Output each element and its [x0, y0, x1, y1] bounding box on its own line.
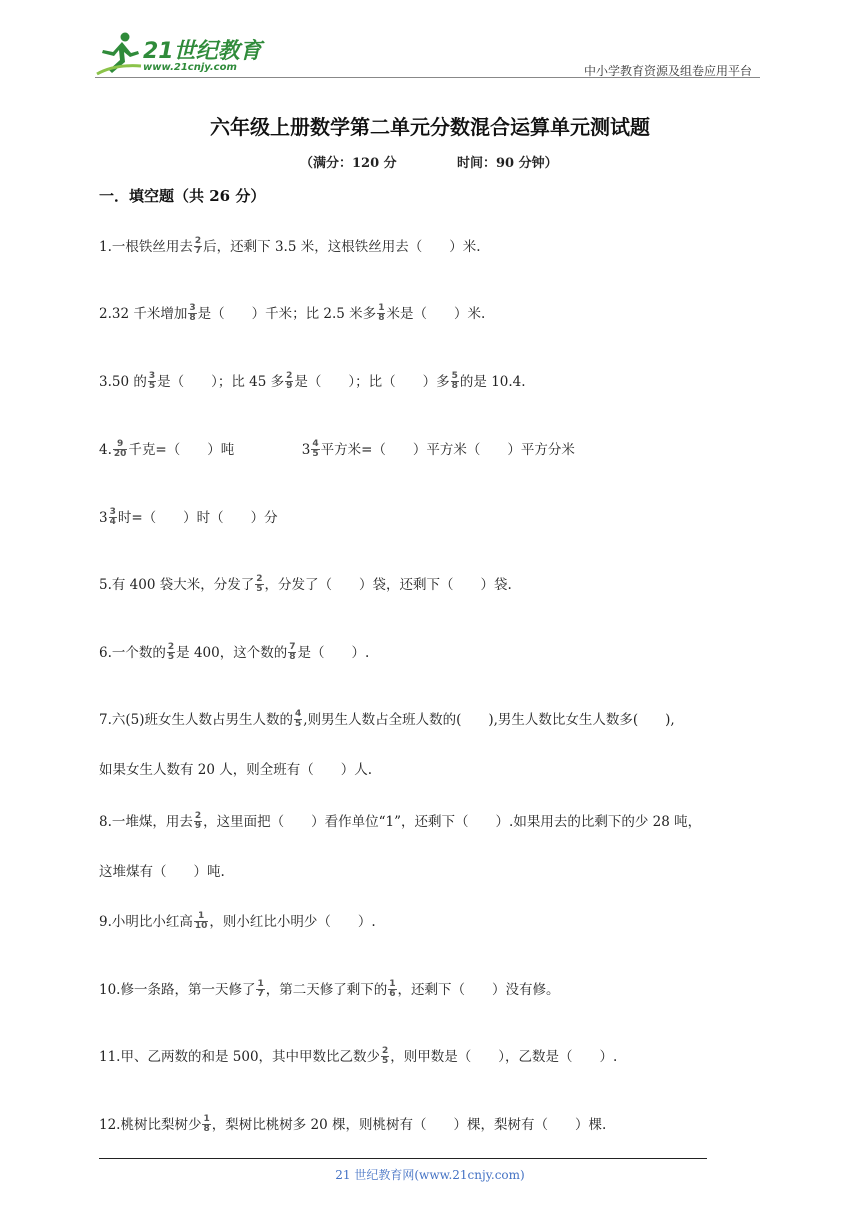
question-q12 [99, 1113, 606, 1135]
fraction-numerator: 1 [198, 911, 205, 921]
fraction-numerator: 2 [286, 371, 293, 381]
question-text: 4. [99, 442, 112, 458]
fraction-denominator: 6 [389, 989, 396, 999]
fraction-numerator: 4 [295, 709, 302, 719]
fraction-denominator: 8 [189, 313, 196, 323]
fraction [109, 508, 117, 527]
question-text: 后，还剩下 3.5 米，这根铁丝用去（ ）米. [203, 239, 481, 255]
fraction-denominator: 8 [451, 381, 458, 391]
question-q7a [99, 708, 675, 730]
fraction [188, 304, 196, 323]
question-q4b [99, 506, 278, 528]
question-text: 时=（ ）时（ ）分 [117, 510, 278, 526]
fraction [451, 372, 459, 391]
question-text: ，第二天修了剩下的 [265, 982, 388, 998]
fraction [167, 643, 175, 662]
fraction [113, 440, 128, 459]
fraction [202, 1115, 210, 1134]
question-text: 6.一个数的 [99, 645, 166, 661]
question-text: 1.一根铁丝用去 [99, 239, 193, 255]
question-q1 [99, 235, 481, 257]
question-q11 [99, 1045, 617, 1067]
runner-logo-icon [95, 30, 147, 76]
question-text: 3 [99, 510, 108, 526]
fraction-numerator: 9 [117, 439, 124, 449]
fraction-denominator: 5 [148, 381, 156, 391]
fraction-numerator: 7 [289, 642, 296, 652]
fraction-denominator: 8 [289, 652, 296, 662]
footer-text: 21 世纪教育网(www.21cnjy.com) [335, 1168, 525, 1182]
fraction-numerator: 2 [194, 236, 202, 246]
fraction [294, 710, 302, 729]
fraction [388, 980, 396, 999]
fraction-numerator: 2 [256, 574, 263, 584]
fraction [256, 980, 264, 999]
footer-divider [99, 1158, 707, 1159]
section-heading: 一．填空题（共 26 分） [99, 187, 266, 205]
question-text: 9.小明比小红高 [99, 914, 193, 930]
question-text: ，还剩下（ ）没有修。 [397, 982, 560, 998]
fraction [148, 372, 156, 391]
fraction [288, 643, 296, 662]
question-text: 10.修一条路，第一天修了 [99, 982, 256, 998]
header-divider [95, 77, 760, 78]
score-label: （满分：120 分 [300, 156, 397, 171]
fraction-denominator: 5 [312, 449, 319, 459]
fraction-denominator: 5 [167, 652, 175, 662]
question-text: 的是 10.4. [459, 374, 526, 390]
question-text: 2.32 千米增加 [99, 306, 188, 322]
fraction-denominator: 7 [257, 989, 264, 999]
fraction-numerator: 2 [382, 1046, 389, 1056]
question-text: 是 400，这个数的 [176, 645, 288, 661]
question-text: 11.甲、乙两数的和是 500，其中甲数比乙数少 [99, 1049, 381, 1065]
question-q4a [99, 438, 575, 460]
question-text: 千克=（ ）吨 3 [128, 442, 311, 458]
fraction [255, 575, 263, 594]
fraction-denominator: 20 [113, 449, 127, 459]
page-header [95, 28, 760, 78]
logo-text: 21世纪教育 [143, 39, 262, 64]
fraction-denominator: 10 [194, 921, 208, 931]
page-title: 六年级上册数学第二单元分数混合运算单元测试题 [210, 115, 650, 139]
question-q10 [99, 978, 560, 1000]
question-text: 米是（ ）米. [386, 306, 486, 322]
fraction-numerator: 3 [148, 371, 156, 381]
logo [95, 30, 295, 78]
fraction [311, 440, 319, 459]
fraction-denominator: 8 [378, 313, 385, 323]
fraction [194, 912, 209, 931]
fraction [194, 812, 202, 831]
question-q2 [99, 302, 485, 324]
fraction-numerator: 2 [167, 642, 175, 652]
question-text: 如果女生人数有 20 人，则全班有（ ）人. [99, 762, 373, 778]
question-q7b [99, 758, 372, 778]
question-q8a [99, 810, 701, 832]
question-q9 [99, 910, 376, 932]
fraction-numerator: 4 [312, 439, 319, 449]
fraction-numerator: 1 [257, 979, 264, 989]
question-text: 是（ ）千米；比 2.5 米多 [197, 306, 377, 322]
question-text: ，则甲数是（ ），乙数是（ ）. [390, 1049, 618, 1065]
fraction-denominator: 9 [286, 381, 293, 391]
fraction-denominator: 8 [203, 1124, 210, 1134]
time-label: 时间：90 分钟） [457, 156, 558, 171]
fraction [285, 372, 293, 391]
fraction-denominator: 4 [109, 517, 116, 527]
question-text: 12.桃树比梨树少 [99, 1117, 202, 1133]
fraction-denominator: 5 [256, 584, 263, 594]
fraction-denominator: 5 [295, 719, 302, 729]
question-text: 平方米=（ ）平方米（ ）平方分米 [320, 442, 575, 458]
question-q5 [99, 573, 512, 595]
fraction-numerator: 5 [451, 371, 458, 381]
question-text: 是（ ）. [297, 645, 370, 661]
question-text: ，则小红比小明少（ ）. [209, 914, 376, 930]
question-text: 8.一堆煤，用去 [99, 814, 193, 830]
question-q3 [99, 370, 526, 392]
platform-label: 中小学教育资源及组卷应用平台 [583, 64, 752, 78]
fraction [381, 1047, 389, 1066]
fraction-numerator: 1 [203, 1114, 210, 1124]
fraction-denominator: 9 [194, 821, 202, 831]
question-text: 这堆煤有（ ）吨. [99, 864, 225, 880]
question-text: 5.有 400 袋大米，分发了 [99, 577, 255, 593]
question-text: ,则男生人数占全班人数的( ),男生人数比女生人数多( ), [303, 712, 675, 728]
fraction-numerator: 3 [109, 507, 116, 517]
question-text: ，梨树比桃树多 20 棵，则桃树有（ ）棵，梨树有（ ）棵. [211, 1117, 607, 1133]
question-text: 3.50 的 [99, 374, 147, 390]
fraction [377, 304, 385, 323]
fraction-numerator: 1 [378, 303, 385, 313]
fraction-numerator: 1 [389, 979, 396, 989]
fraction-denominator: 7 [194, 246, 202, 256]
logo-url: www.21cnjy.com [143, 62, 237, 73]
question-q8b [99, 860, 225, 880]
question-q6 [99, 641, 369, 663]
question-text: 是（ ）；比 45 多 [157, 374, 285, 390]
question-text: ，分发了（ ）袋，还剩下（ ）袋. [264, 577, 512, 593]
question-text: 是（ ）；比（ ）多 [294, 374, 450, 390]
question-text: ，这里面把（ ）看作单位“1”，还剩下（ ）.如果用去的比剩下的少 28 吨， [203, 814, 702, 830]
fraction-numerator: 3 [189, 303, 196, 313]
fraction [194, 237, 202, 256]
fraction-denominator: 5 [382, 1056, 389, 1066]
question-text: 7.六(5)班女生人数占男生人数的 [99, 712, 294, 728]
fraction-numerator: 2 [194, 811, 202, 821]
